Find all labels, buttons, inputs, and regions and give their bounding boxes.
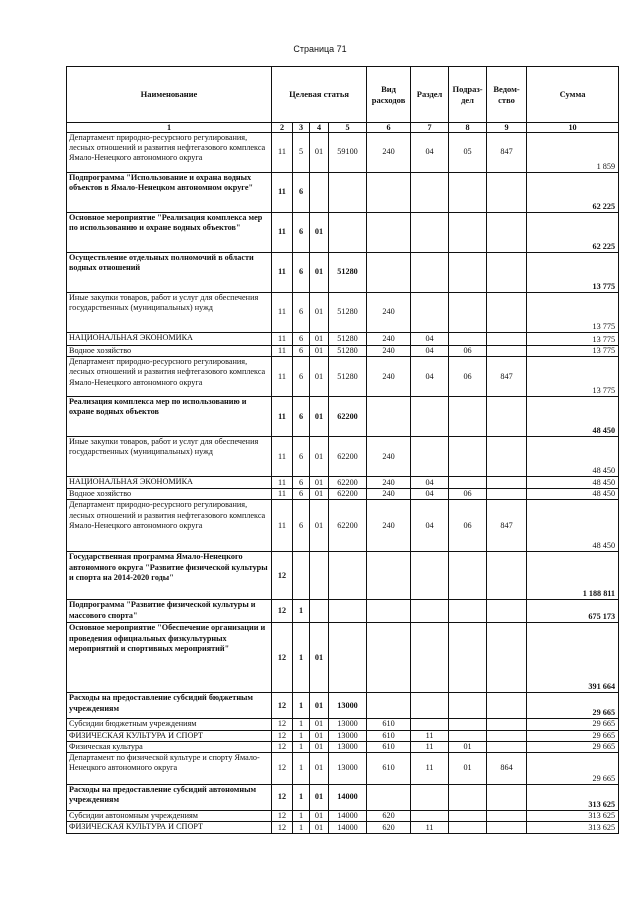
target-code-direction: 51280 bbox=[329, 253, 367, 293]
department-code bbox=[487, 397, 527, 437]
subsection-code bbox=[449, 600, 487, 623]
table-row bbox=[67, 623, 619, 693]
target-code-direction: 62200 bbox=[329, 437, 367, 477]
target-code-subprogram: 1 bbox=[293, 719, 310, 730]
header-amount: Сумма bbox=[527, 67, 619, 123]
expense-type-code: 240 bbox=[367, 357, 411, 397]
subsection-code: 01 bbox=[449, 753, 487, 785]
subsection-code: 06 bbox=[449, 489, 487, 500]
expense-type-code: 620 bbox=[367, 811, 411, 822]
department-code bbox=[487, 333, 527, 346]
target-code-program: 11 bbox=[272, 357, 293, 397]
row-name: Государственная программа Ямало-Ненецкого автономного округа "Развитие физической культуры и спорта на 2014-2020 годы" bbox=[67, 552, 272, 600]
expense-type-code: 240 bbox=[367, 333, 411, 346]
target-code-activity: 01 bbox=[310, 293, 329, 333]
row-name: Водное хозяйство bbox=[67, 346, 272, 357]
table-row bbox=[67, 133, 619, 173]
target-code-direction: 13000 bbox=[329, 693, 367, 719]
column-index: 8 bbox=[449, 123, 487, 133]
target-code-direction: 62200 bbox=[329, 500, 367, 552]
subsection-code bbox=[449, 253, 487, 293]
section-code bbox=[411, 623, 449, 693]
section-code bbox=[411, 397, 449, 437]
target-code-subprogram: 6 bbox=[293, 437, 310, 477]
section-code: 04 bbox=[411, 477, 449, 489]
department-code bbox=[487, 741, 527, 752]
section-code: 04 bbox=[411, 489, 449, 500]
target-code-program: 12 bbox=[272, 753, 293, 785]
target-code-direction: 51280 bbox=[329, 357, 367, 397]
target-code-program: 11 bbox=[272, 489, 293, 500]
subsection-code bbox=[449, 811, 487, 822]
target-code-subprogram: 6 bbox=[293, 477, 310, 489]
row-name: Департамент по физической культуре и спорту Ямало-Ненецкого автономного округа bbox=[67, 753, 272, 785]
subsection-code: 06 bbox=[449, 346, 487, 357]
target-code-program: 11 bbox=[272, 293, 293, 333]
department-code bbox=[487, 730, 527, 741]
target-code-activity: 01 bbox=[310, 213, 329, 253]
table-row bbox=[67, 719, 619, 730]
subsection-code: 05 bbox=[449, 133, 487, 173]
table-row bbox=[67, 346, 619, 357]
subsection-code bbox=[449, 173, 487, 213]
target-code-direction: 62200 bbox=[329, 489, 367, 500]
target-code-direction: 59100 bbox=[329, 133, 367, 173]
target-code-program: 12 bbox=[272, 552, 293, 600]
target-code-activity: 01 bbox=[310, 397, 329, 437]
column-index: 1 bbox=[67, 123, 272, 133]
row-name: Иные закупки товаров, работ и услуг для обеспечения государственных (муниципальных) нужд bbox=[67, 437, 272, 477]
target-code-direction bbox=[329, 552, 367, 600]
department-code bbox=[487, 253, 527, 293]
target-code-program: 11 bbox=[272, 173, 293, 213]
row-name: Расходы на предоставление субсидий бюджетным учреждениям bbox=[67, 693, 272, 719]
section-code bbox=[411, 213, 449, 253]
subsection-code bbox=[449, 623, 487, 693]
section-code: 11 bbox=[411, 753, 449, 785]
target-code-subprogram: 1 bbox=[293, 741, 310, 752]
department-code bbox=[487, 477, 527, 489]
table-row bbox=[67, 811, 619, 822]
section-code: 04 bbox=[411, 333, 449, 346]
target-code-program: 12 bbox=[272, 741, 293, 752]
target-code-activity: 01 bbox=[310, 693, 329, 719]
expense-type-code: 610 bbox=[367, 730, 411, 741]
subsection-code bbox=[449, 785, 487, 811]
row-name: Департамент природно-ресурсного регулирования, лесных отношений и развития нефтегазового комплекса Ямало-Ненецкого автономного округа bbox=[67, 500, 272, 552]
target-code-direction: 14000 bbox=[329, 785, 367, 811]
expense-type-code: 610 bbox=[367, 741, 411, 752]
target-code-subprogram: 5 bbox=[293, 133, 310, 173]
row-name: Осуществление отдельных полномочий в области водных отношений bbox=[67, 253, 272, 293]
table-row bbox=[67, 753, 619, 785]
target-code-direction: 62200 bbox=[329, 477, 367, 489]
section-code: 04 bbox=[411, 346, 449, 357]
amount-value: 48 450 bbox=[527, 477, 619, 489]
expense-type-code bbox=[367, 600, 411, 623]
target-code-direction: 13000 bbox=[329, 719, 367, 730]
department-code bbox=[487, 600, 527, 623]
amount-value: 391 664 bbox=[527, 623, 619, 693]
amount-value: 13 775 bbox=[527, 293, 619, 333]
subsection-code bbox=[449, 213, 487, 253]
target-code-activity: 01 bbox=[310, 500, 329, 552]
target-code-subprogram: 1 bbox=[293, 822, 310, 834]
target-code-program: 11 bbox=[272, 133, 293, 173]
table-row bbox=[67, 693, 619, 719]
amount-value: 1 188 811 bbox=[527, 552, 619, 600]
amount-value: 48 450 bbox=[527, 489, 619, 500]
row-name: Расходы на предоставление субсидий автономным учреждениям bbox=[67, 785, 272, 811]
target-code-program: 12 bbox=[272, 730, 293, 741]
target-code-activity: 01 bbox=[310, 346, 329, 357]
department-code: 847 bbox=[487, 357, 527, 397]
amount-value: 48 450 bbox=[527, 437, 619, 477]
row-name: Подпрограмма "Использование и охрана водных объектов в Ямало-Ненецком автономном округе" bbox=[67, 173, 272, 213]
row-name: НАЦИОНАЛЬНАЯ ЭКОНОМИКА bbox=[67, 477, 272, 489]
table-row bbox=[67, 293, 619, 333]
target-code-program: 12 bbox=[272, 600, 293, 623]
amount-value: 29 665 bbox=[527, 693, 619, 719]
target-code-program: 11 bbox=[272, 333, 293, 346]
row-name: ФИЗИЧЕСКАЯ КУЛЬТУРА И СПОРТ bbox=[67, 730, 272, 741]
target-code-program: 12 bbox=[272, 811, 293, 822]
amount-value: 48 450 bbox=[527, 500, 619, 552]
target-code-activity: 01 bbox=[310, 730, 329, 741]
target-code-subprogram: 6 bbox=[293, 397, 310, 437]
row-name: НАЦИОНАЛЬНАЯ ЭКОНОМИКА bbox=[67, 333, 272, 346]
amount-value: 13 775 bbox=[527, 346, 619, 357]
subsection-code bbox=[449, 693, 487, 719]
department-code bbox=[487, 437, 527, 477]
column-index: 7 bbox=[411, 123, 449, 133]
target-code-program: 12 bbox=[272, 623, 293, 693]
target-code-subprogram: 1 bbox=[293, 811, 310, 822]
amount-value: 29 665 bbox=[527, 741, 619, 752]
target-code-activity: 01 bbox=[310, 719, 329, 730]
target-code-direction: 14000 bbox=[329, 811, 367, 822]
target-code-direction bbox=[329, 623, 367, 693]
target-code-activity: 01 bbox=[310, 623, 329, 693]
subsection-code bbox=[449, 397, 487, 437]
expense-type-code bbox=[367, 397, 411, 437]
row-name: Субсидии автономным учреждениям bbox=[67, 811, 272, 822]
department-code bbox=[487, 811, 527, 822]
section-code bbox=[411, 293, 449, 333]
department-code bbox=[487, 173, 527, 213]
table-row bbox=[67, 741, 619, 752]
target-code-activity: 01 bbox=[310, 811, 329, 822]
table-row bbox=[67, 437, 619, 477]
amount-value: 62 225 bbox=[527, 173, 619, 213]
target-code-subprogram: 6 bbox=[293, 173, 310, 213]
expense-type-code: 240 bbox=[367, 489, 411, 500]
target-code-subprogram: 1 bbox=[293, 730, 310, 741]
department-code bbox=[487, 213, 527, 253]
expense-type-code: 240 bbox=[367, 437, 411, 477]
amount-value: 13 775 bbox=[527, 253, 619, 293]
target-code-activity: 01 bbox=[310, 477, 329, 489]
target-code-subprogram bbox=[293, 552, 310, 600]
header-department: Ведом-ство bbox=[487, 67, 527, 123]
target-code-program: 11 bbox=[272, 253, 293, 293]
section-code: 11 bbox=[411, 822, 449, 834]
department-code bbox=[487, 293, 527, 333]
expense-type-code: 240 bbox=[367, 293, 411, 333]
budget-table bbox=[66, 66, 619, 834]
column-index: 5 bbox=[329, 123, 367, 133]
section-code: 11 bbox=[411, 741, 449, 752]
row-name: ФИЗИЧЕСКАЯ КУЛЬТУРА И СПОРТ bbox=[67, 822, 272, 834]
column-index: 9 bbox=[487, 123, 527, 133]
department-code bbox=[487, 552, 527, 600]
subsection-code: 06 bbox=[449, 357, 487, 397]
column-index: 2 bbox=[272, 123, 293, 133]
header-subsection: Подраз-дел bbox=[449, 67, 487, 123]
target-code-direction bbox=[329, 600, 367, 623]
amount-value: 13 775 bbox=[527, 333, 619, 346]
target-code-direction: 13000 bbox=[329, 741, 367, 752]
target-code-subprogram: 1 bbox=[293, 623, 310, 693]
section-code bbox=[411, 811, 449, 822]
expense-type-code bbox=[367, 552, 411, 600]
subsection-code: 06 bbox=[449, 500, 487, 552]
table-row bbox=[67, 822, 619, 834]
section-code: 04 bbox=[411, 500, 449, 552]
department-code bbox=[487, 623, 527, 693]
expense-type-code: 610 bbox=[367, 719, 411, 730]
target-code-activity bbox=[310, 173, 329, 213]
amount-value: 29 665 bbox=[527, 730, 619, 741]
table-row bbox=[67, 477, 619, 489]
expense-type-code bbox=[367, 173, 411, 213]
department-code bbox=[487, 489, 527, 500]
header-name: Наименование bbox=[67, 67, 272, 123]
table-header-row bbox=[67, 67, 619, 123]
target-code-activity: 01 bbox=[310, 741, 329, 752]
row-name: Иные закупки товаров, работ и услуг для обеспечения государственных (муниципальных) нужд bbox=[67, 293, 272, 333]
target-code-direction: 14000 bbox=[329, 822, 367, 834]
target-code-program: 12 bbox=[272, 785, 293, 811]
department-code bbox=[487, 822, 527, 834]
expense-type-code: 240 bbox=[367, 500, 411, 552]
section-code: 11 bbox=[411, 730, 449, 741]
target-code-activity: 01 bbox=[310, 333, 329, 346]
table-row bbox=[67, 357, 619, 397]
target-code-subprogram: 6 bbox=[293, 333, 310, 346]
section-code bbox=[411, 552, 449, 600]
target-code-subprogram: 6 bbox=[293, 346, 310, 357]
department-code: 864 bbox=[487, 753, 527, 785]
target-code-direction: 51280 bbox=[329, 293, 367, 333]
department-code bbox=[487, 785, 527, 811]
amount-value: 675 173 bbox=[527, 600, 619, 623]
subsection-code: 01 bbox=[449, 741, 487, 752]
target-code-activity: 01 bbox=[310, 753, 329, 785]
amount-value: 313 625 bbox=[527, 785, 619, 811]
subsection-code bbox=[449, 333, 487, 346]
section-code bbox=[411, 253, 449, 293]
subsection-code bbox=[449, 293, 487, 333]
section-code bbox=[411, 785, 449, 811]
table-row bbox=[67, 253, 619, 293]
column-index: 3 bbox=[293, 123, 310, 133]
target-code-subprogram: 1 bbox=[293, 600, 310, 623]
target-code-direction: 51280 bbox=[329, 346, 367, 357]
table-row bbox=[67, 489, 619, 500]
section-code bbox=[411, 173, 449, 213]
row-name: Основное мероприятие "Обеспечение организации и проведения официальных физкультурных мероприятий и спортивных мероприятий" bbox=[67, 623, 272, 693]
amount-value: 29 665 bbox=[527, 753, 619, 785]
subsection-code bbox=[449, 719, 487, 730]
subsection-code bbox=[449, 552, 487, 600]
expense-type-code bbox=[367, 623, 411, 693]
column-index: 4 bbox=[310, 123, 329, 133]
row-name: Департамент природно-ресурсного регулирования, лесных отношений и развития нефтегазового комплекса Ямало-Ненецкого автономного округа bbox=[67, 357, 272, 397]
page-number-label: Страница 71 bbox=[293, 44, 347, 54]
row-name: Департамент природно-ресурсного регулирования, лесных отношений и развития нефтегазового комплекса Ямало-Ненецкого автономного округа bbox=[67, 133, 272, 173]
section-code: 04 bbox=[411, 357, 449, 397]
amount-value: 29 665 bbox=[527, 719, 619, 730]
expense-type-code bbox=[367, 693, 411, 719]
subsection-code bbox=[449, 477, 487, 489]
table-row bbox=[67, 333, 619, 346]
section-code: 04 bbox=[411, 133, 449, 173]
table-row bbox=[67, 397, 619, 437]
expense-type-code: 620 bbox=[367, 822, 411, 834]
table-body bbox=[67, 133, 619, 834]
target-code-program: 11 bbox=[272, 213, 293, 253]
amount-value: 48 450 bbox=[527, 397, 619, 437]
row-name: Субсидии бюджетным учреждениям bbox=[67, 719, 272, 730]
target-code-subprogram: 6 bbox=[293, 253, 310, 293]
amount-value: 13 775 bbox=[527, 357, 619, 397]
expense-type-code: 240 bbox=[367, 477, 411, 489]
table-row bbox=[67, 213, 619, 253]
row-name: Основное мероприятие "Реализация комплекса мер по использованию и охране водных объектов" bbox=[67, 213, 272, 253]
target-code-activity: 01 bbox=[310, 785, 329, 811]
target-code-activity: 01 bbox=[310, 489, 329, 500]
amount-value: 313 625 bbox=[527, 811, 619, 822]
expense-type-code: 240 bbox=[367, 133, 411, 173]
expense-type-code bbox=[367, 253, 411, 293]
header-target-article: Целевая статья bbox=[272, 67, 367, 123]
expense-type-code bbox=[367, 213, 411, 253]
target-code-activity bbox=[310, 600, 329, 623]
expense-type-code: 240 bbox=[367, 346, 411, 357]
target-code-subprogram: 6 bbox=[293, 213, 310, 253]
target-code-activity: 01 bbox=[310, 437, 329, 477]
expense-type-code: 610 bbox=[367, 753, 411, 785]
column-index: 6 bbox=[367, 123, 411, 133]
amount-value: 1 859 bbox=[527, 133, 619, 173]
row-name: Реализация комплекса мер по использованию и охране водных объектов bbox=[67, 397, 272, 437]
target-code-subprogram: 6 bbox=[293, 500, 310, 552]
target-code-direction: 13000 bbox=[329, 753, 367, 785]
subsection-code bbox=[449, 730, 487, 741]
table-row bbox=[67, 552, 619, 600]
section-code bbox=[411, 437, 449, 477]
subsection-code bbox=[449, 822, 487, 834]
target-code-program: 11 bbox=[272, 500, 293, 552]
target-code-program: 12 bbox=[272, 693, 293, 719]
table-row bbox=[67, 173, 619, 213]
target-code-subprogram: 1 bbox=[293, 693, 310, 719]
target-code-subprogram: 6 bbox=[293, 357, 310, 397]
subsection-code bbox=[449, 437, 487, 477]
target-code-direction: 13000 bbox=[329, 730, 367, 741]
target-code-activity: 01 bbox=[310, 133, 329, 173]
target-code-subprogram: 1 bbox=[293, 753, 310, 785]
department-code bbox=[487, 346, 527, 357]
target-code-direction: 51280 bbox=[329, 333, 367, 346]
target-code-activity bbox=[310, 552, 329, 600]
table-row bbox=[67, 785, 619, 811]
column-index-row bbox=[67, 123, 619, 133]
department-code: 847 bbox=[487, 500, 527, 552]
row-name: Подпрограмма "Развитие физической культуры и массового спорта" bbox=[67, 600, 272, 623]
header-expense-type: Вид расходов bbox=[367, 67, 411, 123]
target-code-activity: 01 bbox=[310, 253, 329, 293]
amount-value: 313 625 bbox=[527, 822, 619, 834]
target-code-subprogram: 6 bbox=[293, 489, 310, 500]
department-code: 847 bbox=[487, 133, 527, 173]
target-code-program: 12 bbox=[272, 822, 293, 834]
target-code-activity: 01 bbox=[310, 822, 329, 834]
target-code-subprogram: 6 bbox=[293, 293, 310, 333]
section-code bbox=[411, 693, 449, 719]
target-code-direction bbox=[329, 213, 367, 253]
column-index: 10 bbox=[527, 123, 619, 133]
target-code-program: 11 bbox=[272, 477, 293, 489]
target-code-activity: 01 bbox=[310, 357, 329, 397]
department-code bbox=[487, 719, 527, 730]
expense-type-code bbox=[367, 785, 411, 811]
amount-value: 62 225 bbox=[527, 213, 619, 253]
target-code-subprogram: 1 bbox=[293, 785, 310, 811]
table-row bbox=[67, 730, 619, 741]
department-code bbox=[487, 693, 527, 719]
table-row bbox=[67, 600, 619, 623]
section-code bbox=[411, 719, 449, 730]
target-code-direction bbox=[329, 173, 367, 213]
header-section: Раздел bbox=[411, 67, 449, 123]
target-code-program: 12 bbox=[272, 719, 293, 730]
target-code-program: 11 bbox=[272, 346, 293, 357]
row-name: Водное хозяйство bbox=[67, 489, 272, 500]
table-row bbox=[67, 500, 619, 552]
target-code-program: 11 bbox=[272, 397, 293, 437]
target-code-direction: 62200 bbox=[329, 397, 367, 437]
section-code bbox=[411, 600, 449, 623]
row-name: Физическая культура bbox=[67, 741, 272, 752]
target-code-program: 11 bbox=[272, 437, 293, 477]
